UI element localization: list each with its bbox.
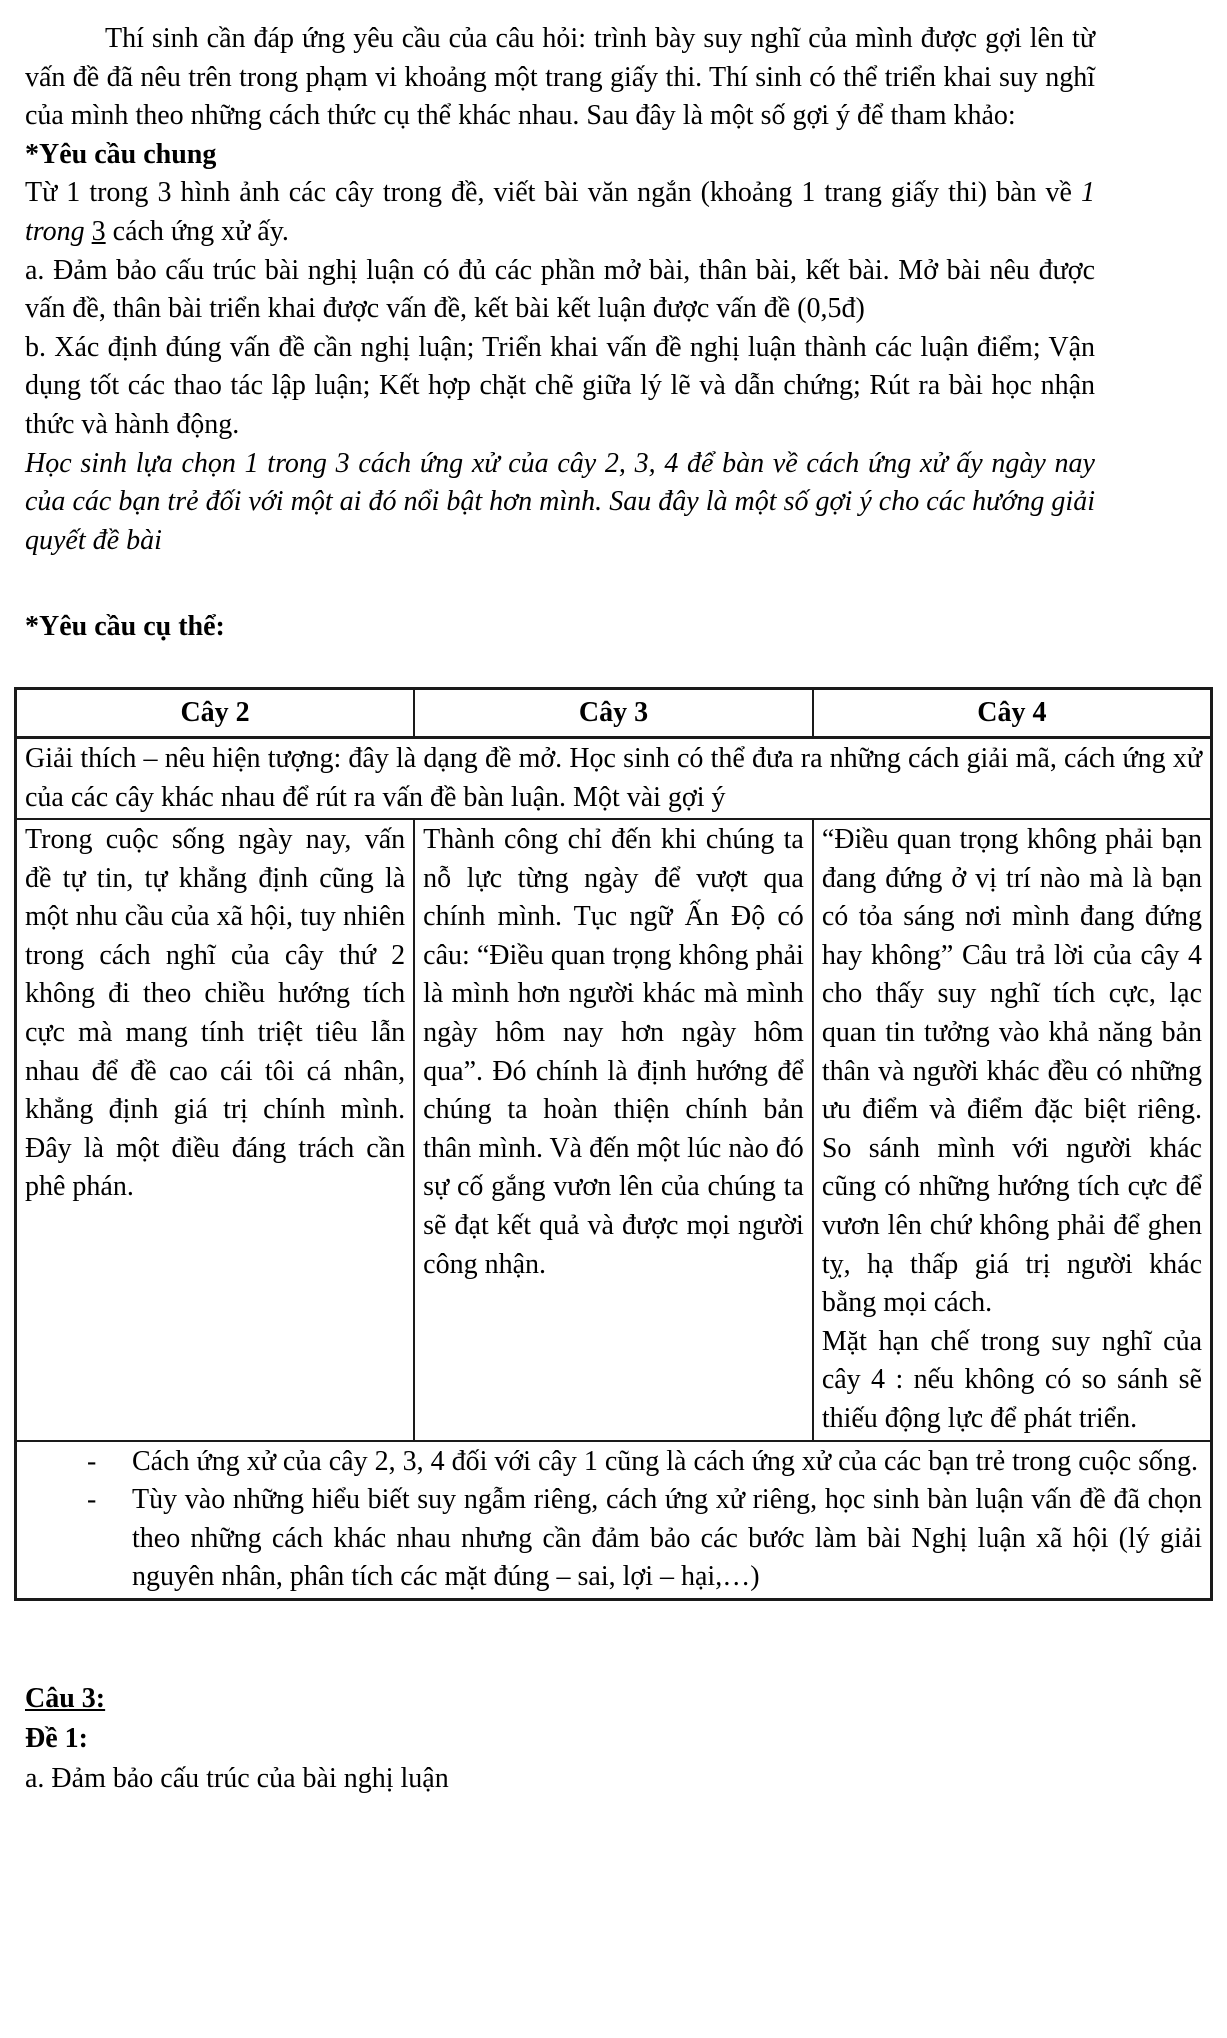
rubric-header-cay4: Cây 4 (813, 688, 1212, 737)
footer-block (25, 1679, 1095, 1799)
criterion-a-footer-line: a. Đảm bảo cấu trúc của bài nghị luận (25, 1762, 449, 1794)
general-requirement-text-end: cách ứng xử ấy. (105, 215, 289, 247)
topic-1-heading: Đề 1: (25, 1722, 88, 1754)
bullet-dash: - (87, 1445, 97, 1477)
specific-requirements-heading: *Yêu cầu cụ thể: (25, 611, 225, 643)
rubric-header-row (16, 688, 1212, 737)
rubric-header-cay2: Cây 2 (16, 688, 415, 737)
rubric-intro-cell: Giải thích – nêu hiện tượng: đây là dạng đề mở. Học sinh có thể đưa ra những cách giải mã, cách ứng xử của các cây khác nhau để rút ra vấn đề bàn luận. Một vài gợi ý (16, 737, 1212, 819)
question-3-label: Câu 3: (25, 1682, 106, 1714)
bullet-item (25, 1481, 1202, 1597)
general-requirements-heading: *Yêu cầu chung (25, 138, 217, 170)
rubric-intro-row (16, 737, 1212, 819)
rubric-cell-cay4 (813, 819, 1212, 1441)
bullet-dash: - (87, 1484, 97, 1516)
bullet-text: Cách ứng xử của cây 2, 3, 4 đối với cây 1 cũng là cách ứng xử của các bạn trẻ trong cuộc sống. (132, 1445, 1199, 1477)
student-choice-note-paragraph: Học sinh lựa chọn 1 trong 3 cách ứng xử của cây 2, 3, 4 để bàn về cách ứng xử ấy ngày nay của các bạn trẻ đối với một ai đó nổi bật hơn mình. Sau đây là một số gợi ý cho các hướng giải quyết đề bài (25, 447, 1095, 556)
rubric-header-cay3: Cây 3 (414, 688, 813, 737)
criterion-b-paragraph: b. Xác định đúng vấn đề cần nghị luận; Triển khai vấn đề nghị luận thành các luận điểm; Vận dụng tốt các thao tác lập luận; Kết hợp chặt chẽ giữa lý lẽ và dẫn chứng; Rút ra bài học nhận thức và hành động. (25, 331, 1095, 440)
general-requirement-italic-run: 1 trong (25, 177, 1095, 247)
rubric-cay4-paragraph-1: “Điều quan trọng không phải bạn đang đứng ở vị trí nào mà là bạn có tỏa sáng nơi mình đang đứng hay không” Câu trả lời của cây 4 cho thấy suy nghĩ tích cực, lạc quan tin tưởng vào khả năng bản thân và người khác đều có những ưu điểm và điểm đặc biệt riêng. So sánh mình với người khác cũng có những hướng tích cực để vươn lên chứ không phải để ghen tỵ, hạ thấp giá trị người khác bằng mọi cách. (821, 824, 1202, 1319)
intro-paragraph: Thí sinh cần đáp ứng yêu cầu của câu hỏi: trình bày suy nghĩ của mình được gợi lên từ vấn đề đã nêu trên trong phạm vi khoảng một trang giấy thi. Thí sinh có thể triển khai suy nghĩ của mình theo những cách thức cụ thể khác nhau. Sau đây là một số gợi ý để tham khảo: (25, 23, 1095, 132)
general-requirement-text-start: Từ 1 trong 3 hình ảnh các cây trong đề, viết bài văn ngắn (khoảng 1 trang giấy thi) bàn về (25, 177, 1081, 209)
bullet-item (25, 1443, 1202, 1482)
bullet-text: Tùy vào những hiểu biết suy ngẫm riêng, cách ứng xử riêng, học sinh bàn luận vấn đề đã chọn theo những cách khác nhau nhưng cần đảm bảo các bước làm bài Nghị luận xã hội (lý giải nguyên nhân, phân tích các mặt đúng – sai, lợi – hại,…) (132, 1484, 1202, 1593)
rubric-cay4-paragraph-2: Mặt hạn chế trong suy nghĩ của cây 4 : nếu không có so sánh sẽ thiếu động lực để phát triển. (821, 1325, 1202, 1434)
rubric-cell-cay3: Thành công chỉ đến khi chúng ta nỗ lực từng ngày để vượt qua chính mình. Tục ngữ Ấn Độ có câu: “Điều quan trọng không phải là mình hơn người khác mà mình ngày hôm nay hơn ngày hôm qua”. Đó chính là định hướng để chúng ta hoàn thiện chính bản thân mình. Và đến một lúc nào đó sự cố gắng vươn lên của chúng ta sẽ đạt kết quả và được mọi người công nhận. (414, 819, 813, 1441)
rubric-bullets-cell (16, 1441, 1212, 1600)
rubric-table (14, 687, 1213, 1601)
rubric-bullets-row (16, 1441, 1212, 1600)
text-block (0, 0, 1227, 647)
criterion-a-paragraph: a. Đảm bảo cấu trúc bài nghị luận có đủ các phần mở bài, thân bài, kết bài. Mở bài nêu được vấn đề, thân bài triển khai được vấn đề, kết bài kết luận được vấn đề (0,5đ) (25, 254, 1095, 325)
rubric-body-row (16, 819, 1212, 1441)
general-requirement-underline-run: 3 (91, 215, 106, 247)
rubric-cell-cay2: Trong cuộc sống ngày nay, vấn đề tự tin, tự khẳng định cũng là một nhu cầu của xã hội, tuy nhiên trong cách nghĩ của cây thứ 2 không đi theo chiều hướng tích cực mà mang tính triệt tiêu lẫn nhau để đề cao cái tôi cá nhân, khẳng định giá trị chính mình. Đây là một điều đáng trách cần phê phán. (16, 819, 415, 1441)
question-3-heading (25, 1679, 1095, 1719)
general-requirement-paragraph (25, 174, 1095, 251)
